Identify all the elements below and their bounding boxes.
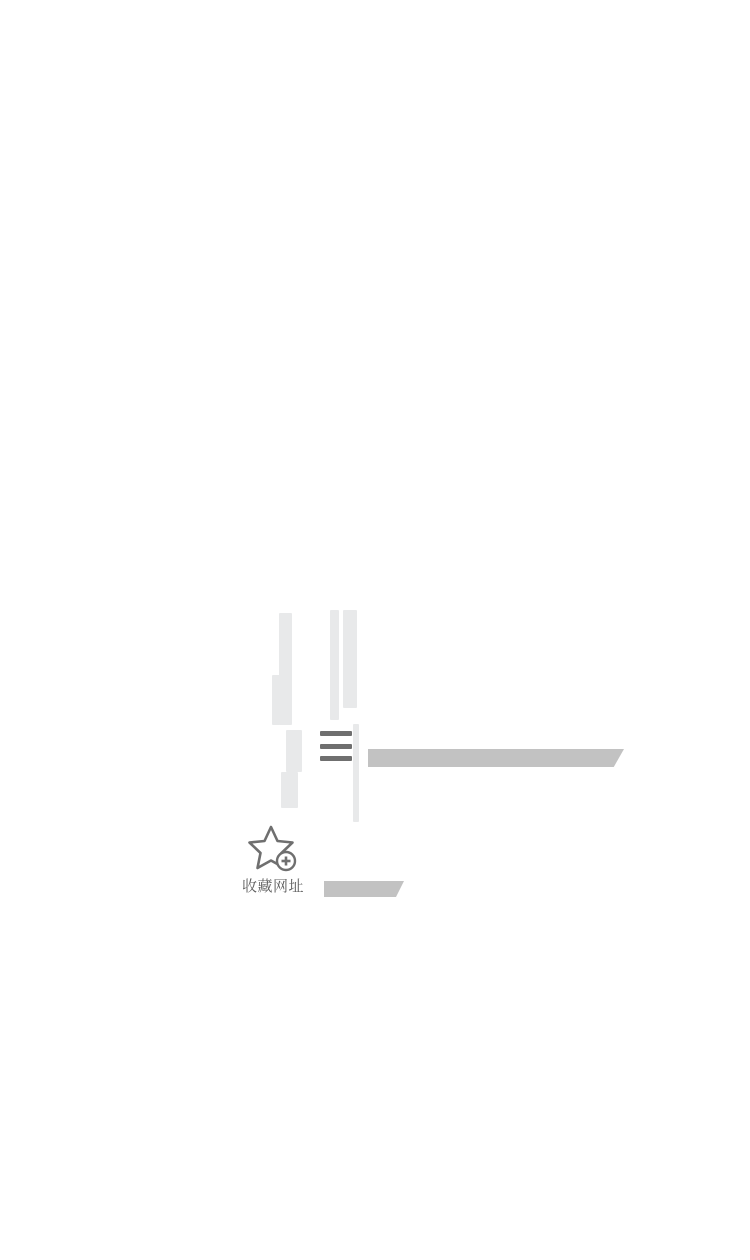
favorite-label-placeholder — [324, 881, 404, 897]
hamburger-line — [320, 744, 352, 749]
ghost-bar — [279, 613, 292, 725]
hamburger-icon[interactable] — [320, 731, 352, 761]
ghost-bar — [281, 772, 298, 808]
ghost-bar — [330, 610, 339, 720]
ghost-bar — [343, 610, 357, 708]
menu-item-label-placeholder — [368, 749, 624, 767]
ghost-bar — [272, 675, 280, 725]
add-bookmark-label: 收藏网址 — [241, 878, 304, 895]
ghost-bar — [353, 724, 359, 822]
hamburger-line — [320, 756, 352, 761]
ghost-bar — [286, 730, 302, 772]
star-plus-icon — [245, 822, 301, 874]
hamburger-line — [320, 731, 352, 736]
add-bookmark-button[interactable] — [238, 822, 308, 896]
